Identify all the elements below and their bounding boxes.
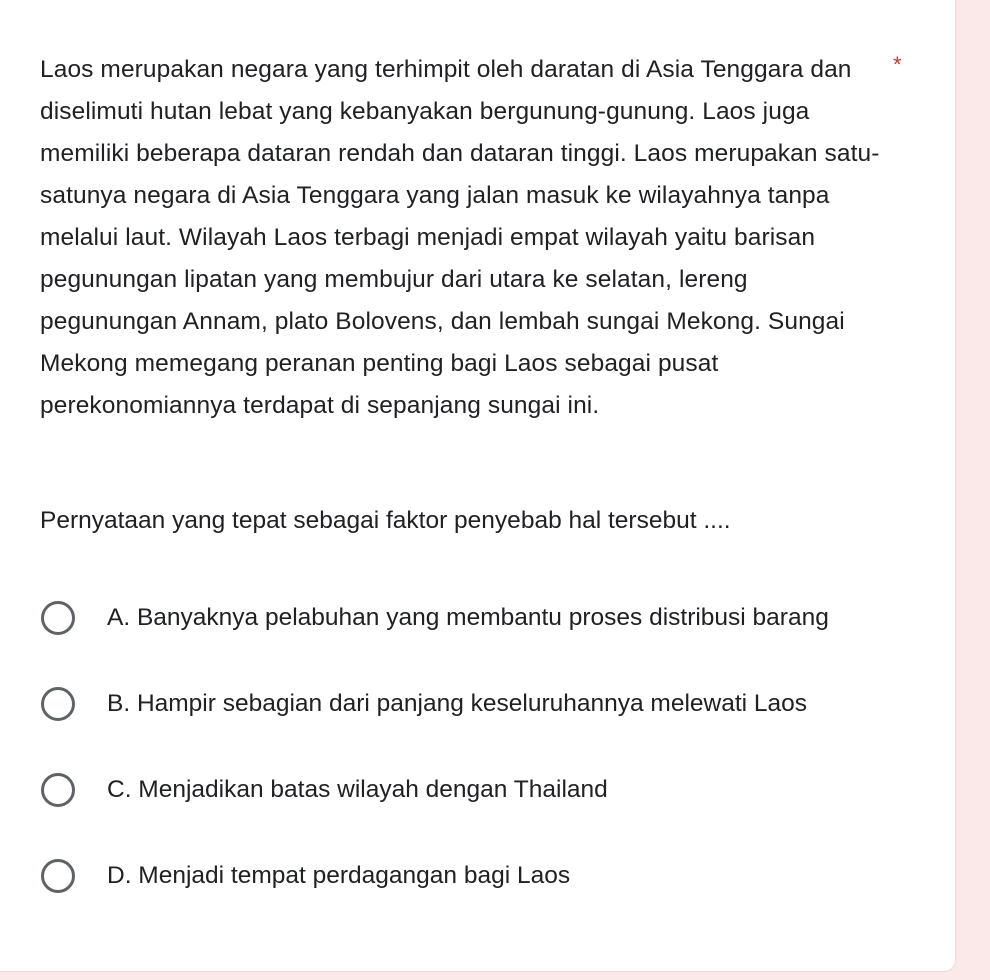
required-asterisk: * xyxy=(893,52,902,77)
radio-button-c[interactable] xyxy=(41,773,75,807)
option-label-d[interactable]: D. Menjadi tempat perdagangan bagi Laos xyxy=(107,862,571,889)
radio-button-d[interactable] xyxy=(41,859,75,893)
option-label-c[interactable]: C. Menjadikan batas wilayah dengan Thailand xyxy=(107,776,608,803)
option-b[interactable] xyxy=(38,682,829,726)
radio-button-b[interactable] xyxy=(41,687,75,721)
option-label-b[interactable]: B. Hampir sebagian dari panjang keseluruhannya melewati Laos xyxy=(107,690,808,717)
option-a[interactable] xyxy=(38,596,829,640)
option-d[interactable] xyxy=(38,854,829,898)
question-text: Laos merupakan negara yang terhimpit oleh daratan di Asia Tenggara dan diselimuti hutan lebat yang kebanyakan bergunung-gunung. Laos juga memiliki beberapa dataran rendah dan dataran tinggi. Laos merupakan satu-satunya negara di Asia Tenggara yang jalan masuk ke wilayahnya tanpa melalui laut. Wilayah Laos terbagi menjadi empat wilayah yaitu barisan pegunungan lipatan yang membujur dari utara ke selatan, lereng pegunungan Annam, plato Bolovens, dan lembah sungai Mekong. Sungai Mekong memegang peranan penting bagi Laos sebagai pusat perekonomiannya terdapat di sepanjang sungai ini. xyxy=(40,56,880,419)
option-c[interactable] xyxy=(38,768,829,812)
question-prompt: Pernyataan yang tepat sebagai faktor penyebab hal tersebut .... xyxy=(40,507,731,534)
answer-options xyxy=(38,596,829,898)
option-label-a[interactable]: A. Banyaknya pelabuhan yang membantu proses distribusi barang xyxy=(107,604,829,631)
radio-button-a[interactable] xyxy=(41,601,75,635)
